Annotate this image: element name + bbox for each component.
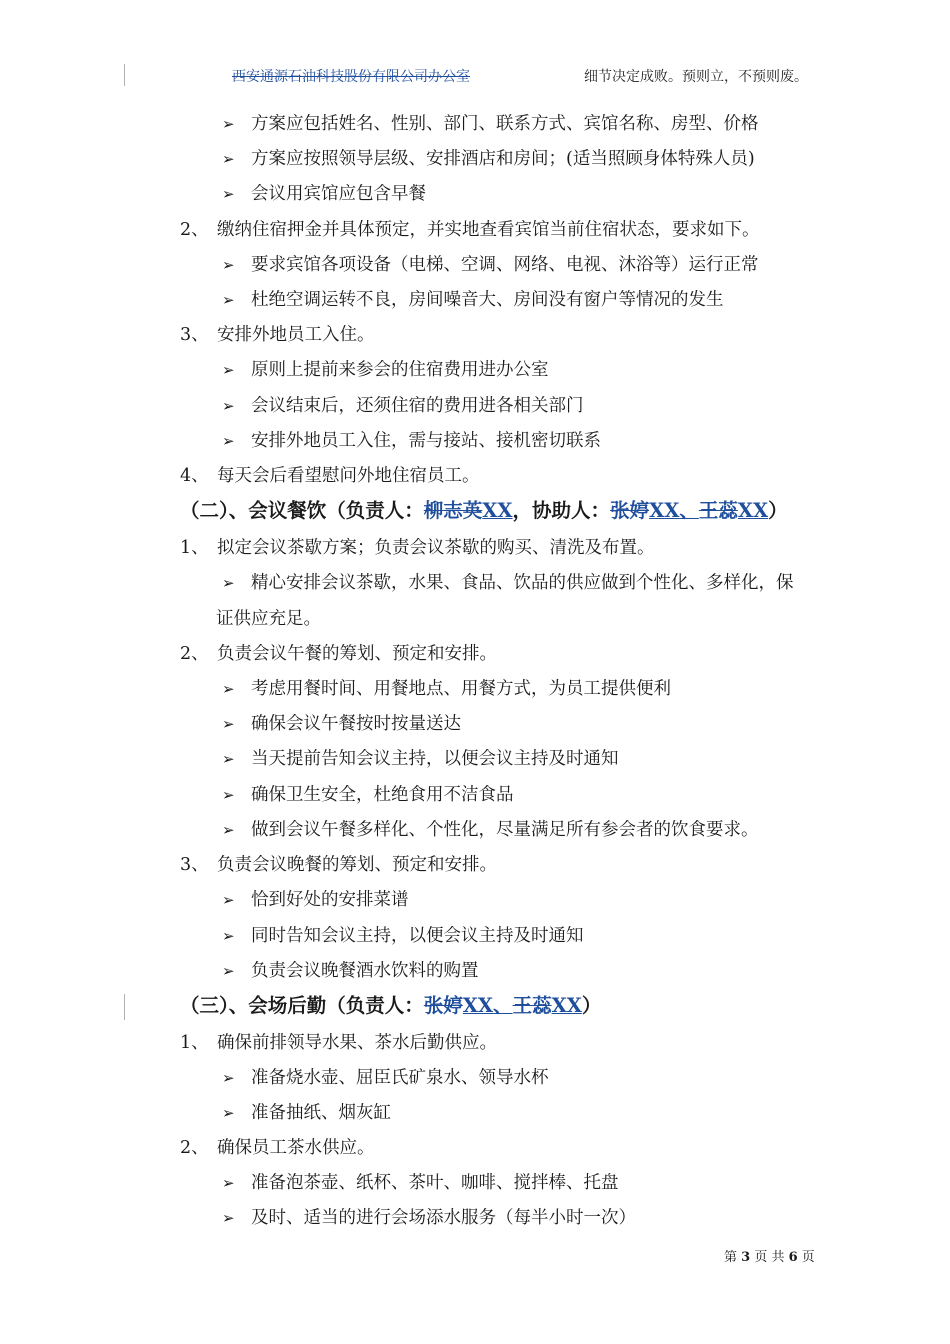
numbered-item: 2、 缴纳住宿押金并具体预定，并实地查看宾馆当前住宿状态，要求如下。	[180, 220, 760, 240]
deleted-name: 王蕊	[698, 499, 738, 522]
list-item: ➢ 做到会议午餐多样化、个性化，尽量满足所有参会者的饮食要求。	[222, 820, 759, 840]
page-footer: 第 3 页 共 6 页	[724, 1250, 815, 1265]
list-item: ➢ 安排外地员工入住，需与接站、接机密切联系	[222, 431, 601, 451]
arrow-bullet-icon: ➢	[222, 432, 235, 450]
inserted-name: XX	[482, 499, 513, 522]
numbered-item: 1、 拟定会议茶歇方案；负责会议茶歇的购买、清洗及布置。	[180, 538, 655, 558]
list-item: ➢ 当天提前告知会议主持，以便会议主持及时通知	[222, 749, 619, 769]
list-item: ➢ 会议结束后，还须住宿的费用进各相关部门	[222, 396, 584, 416]
arrow-bullet-icon: ➢	[222, 150, 235, 168]
list-item: ➢ 精心安排会议茶歇，水果、食品、饮品的供应做到个性化、多样化，保	[222, 573, 794, 593]
inserted-name: XX	[462, 994, 494, 1017]
list-item: ➢ 及时、适当的进行会场添水服务（每半小时一次）	[222, 1208, 636, 1228]
arrow-bullet-icon: ➢	[222, 397, 235, 415]
deleted-name: 柳志英	[423, 499, 483, 522]
inserted-name: XX	[737, 499, 769, 522]
arrow-bullet-icon: ➢	[222, 1174, 235, 1192]
header-company: 西安通源石油科技股份有限公司办公室	[232, 69, 470, 85]
arrow-bullet-icon: ➢	[222, 680, 235, 698]
list-item: ➢ 准备抽纸、烟灰缸	[222, 1103, 391, 1123]
section-heading-catering: （二）、会议餐饮（负责人：柳志英XX，协助人：张婷XX、王蕊XX）	[180, 499, 788, 522]
deleted-name: 张婷	[610, 499, 650, 522]
list-item: ➢ 恰到好处的安排菜谱	[222, 890, 409, 910]
numbered-item: 2、 负责会议午餐的筹划、预定和安排。	[180, 644, 497, 664]
list-item: ➢ 要求宾馆各项设备（电梯、空调、网络、电视、沐浴等）运行正常	[222, 255, 759, 275]
total-page-count: 6	[788, 1250, 798, 1265]
list-item: ➢ 会议用宾馆应包含早餐	[222, 184, 426, 204]
list-item: ➢ 确保会议午餐按时按量送达	[222, 714, 461, 734]
numbered-item: 3、 负责会议晚餐的筹划、预定和安排。	[180, 855, 497, 875]
list-item: ➢ 同时告知会议主持，以便会议主持及时通知	[222, 926, 584, 946]
arrow-bullet-icon: ➢	[222, 256, 235, 274]
arrow-bullet-icon: ➢	[222, 1104, 235, 1122]
list-item: ➢ 确保卫生安全，杜绝食用不洁食品	[222, 785, 514, 805]
arrow-bullet-icon: ➢	[222, 962, 235, 980]
list-item: ➢ 原则上提前来参会的住宿费用进办公室	[222, 360, 549, 380]
list-item-continuation: 证供应充足。	[216, 609, 321, 629]
arrow-bullet-icon: ➢	[222, 750, 235, 768]
section-heading-logistics: （三）、会场后勤（负责人：张婷XX、王蕊XX）	[180, 994, 602, 1017]
list-item: ➢ 考虑用餐时间、用餐地点、用餐方式，为员工提供便利	[222, 679, 671, 699]
arrow-bullet-icon: ➢	[222, 115, 235, 133]
arrow-bullet-icon: ➢	[222, 185, 235, 203]
arrow-bullet-icon: ➢	[222, 574, 235, 592]
revision-bar	[124, 994, 125, 1020]
arrow-bullet-icon: ➢	[222, 1069, 235, 1087]
list-item: ➢ 负责会议晚餐酒水饮料的购置	[222, 961, 479, 981]
arrow-bullet-icon: ➢	[222, 891, 235, 909]
current-page-number: 3	[741, 1250, 751, 1265]
arrow-bullet-icon: ➢	[222, 1209, 235, 1227]
header-motto: 细节决定成败。预则立，不预则废。	[584, 69, 808, 85]
inserted-name: XX	[551, 994, 582, 1017]
arrow-bullet-icon: ➢	[222, 715, 235, 733]
numbered-item: 3、 安排外地员工入住。	[180, 325, 375, 345]
list-item: ➢ 杜绝空调运转不良，房间噪音大、房间没有窗户等情况的发生	[222, 290, 724, 310]
list-item: ➢ 准备烧水壶、屈臣氏矿泉水、领导水杯	[222, 1068, 549, 1088]
arrow-bullet-icon: ➢	[222, 821, 235, 839]
numbered-item: 2、 确保员工茶水供应。	[180, 1138, 375, 1158]
arrow-bullet-icon: ➢	[222, 927, 235, 945]
arrow-bullet-icon: ➢	[222, 786, 235, 804]
inserted-name: XX	[649, 499, 680, 522]
list-item: ➢ 准备泡茶壶、纸杯、茶叶、咖啡、搅拌棒、托盘	[222, 1173, 619, 1193]
arrow-bullet-icon: ➢	[222, 291, 235, 309]
list-item: ➢ 方案应按照领导层级、安排酒店和房间；(适当照顾身体特殊人员)	[222, 149, 755, 169]
revision-bar	[124, 64, 125, 86]
numbered-item: 4、 每天会后看望慰问外地住宿员工。	[180, 466, 480, 486]
arrow-bullet-icon: ➢	[222, 361, 235, 379]
deleted-name: 王蕊	[512, 994, 552, 1017]
deleted-name: 张婷	[423, 994, 463, 1017]
numbered-item: 1、 确保前排领导水果、茶水后勤供应。	[180, 1033, 497, 1053]
list-item: ➢ 方案应包括姓名、性别、部门、联系方式、宾馆名称、房型、价格	[222, 114, 759, 134]
